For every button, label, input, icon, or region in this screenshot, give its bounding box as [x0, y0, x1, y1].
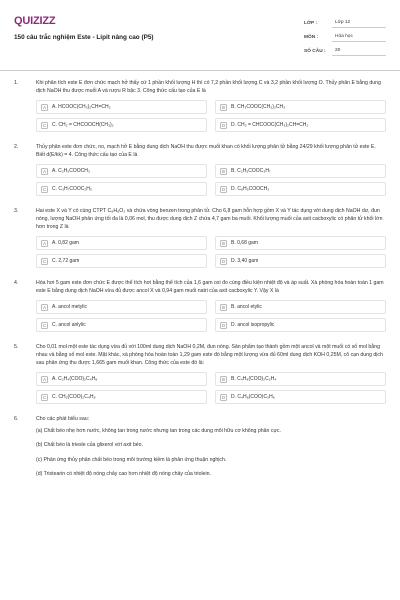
option-text: B. ancol etylic — [231, 304, 262, 311]
statement-item: (d) Tristearin có nhiệt độ nóng chảy cao hơn nhiệt độ nóng chảy của triolein. — [36, 470, 211, 477]
answer-option-a[interactable] — [36, 164, 207, 178]
page-title: 150 câu trắc nghiệm Este - Lipit nâng cao (P5) — [14, 34, 154, 41]
answer-option-b[interactable] — [215, 300, 386, 314]
answer-option-a[interactable] — [36, 300, 207, 314]
meta-value: Hóa học — [332, 32, 386, 42]
option-text: A. ancol metylic — [52, 304, 88, 311]
question-number: 2. — [14, 144, 19, 151]
option-letter-box: A — [41, 240, 48, 247]
question-4 — [14, 280, 386, 332]
meta-row-class — [304, 16, 386, 30]
option-letter-box: B — [220, 168, 227, 175]
statement-list — [36, 428, 386, 479]
question-1 — [14, 80, 386, 132]
meta-label: MÔN : — [304, 34, 319, 40]
option-letter-box: D — [221, 322, 226, 328]
answer-options — [36, 100, 386, 132]
option-letter-box: D — [221, 122, 226, 128]
meta-row-subject — [304, 30, 386, 44]
answer-option-c[interactable] — [36, 182, 207, 196]
statement-item: (b) Chất béo là triesle của glixerol với axit béo. — [36, 442, 143, 449]
option-text: C. CH₂ = CHCOOCH(CH₃)₂ — [52, 122, 114, 129]
option-letter-box: C — [42, 322, 47, 328]
option-letter-box: D — [221, 394, 226, 400]
answer-option-d[interactable] — [215, 254, 386, 268]
question-number: 6. — [14, 416, 19, 423]
header — [14, 14, 386, 70]
option-letter-box: A — [41, 376, 48, 383]
answer-option-c[interactable] — [36, 254, 207, 268]
option-text: A. 0,82 gam — [52, 240, 79, 247]
answer-option-b[interactable] — [215, 372, 386, 386]
option-letter-box: C — [42, 122, 47, 128]
question-number: 3. — [14, 208, 19, 215]
option-letter-box: D — [221, 258, 226, 264]
answer-options — [36, 164, 386, 196]
option-letter-box: C — [42, 394, 47, 400]
answer-option-d[interactable] — [215, 318, 386, 332]
option-letter-box: A — [41, 104, 48, 111]
option-letter-box: A — [41, 168, 48, 175]
meta-label: SỐ CÂU : — [304, 48, 326, 54]
header-divider — [0, 70, 400, 71]
answer-option-c[interactable] — [36, 318, 207, 332]
option-text: B. C₄H₈(COO)₂C₂H₄ — [231, 376, 277, 383]
option-text: B. 0,68 gam — [231, 240, 258, 247]
answer-option-b[interactable] — [215, 236, 386, 250]
option-text: C. 2,72 gam — [52, 258, 80, 265]
question-number: 4. — [14, 280, 19, 287]
option-text: D. C₄H₈(COO)C₃H₆ — [231, 394, 275, 401]
option-text: A. HCOOC(CH₃)₂CH=CH₂ — [52, 104, 111, 111]
answer-option-a[interactable] — [36, 236, 207, 250]
meta-panel — [304, 16, 386, 58]
option-letter-box: A — [41, 304, 48, 311]
option-text: C. C₃H₇COOC₂H₅ — [52, 186, 92, 193]
question-list — [14, 80, 386, 485]
option-text: D. C₆H₅COOCH₃ — [231, 186, 270, 193]
option-text: C. CH₂(COO)₂C₄H₈ — [52, 394, 96, 401]
answer-option-d[interactable] — [215, 182, 386, 196]
header-left — [14, 14, 154, 41]
meta-label: LỚP : — [304, 20, 318, 26]
option-text: D. ancol isopropylic — [231, 322, 275, 329]
question-6 — [14, 416, 386, 478]
question-text: Khi phân tích este E đơn chức mạch hở thấy cứ 1 phần khối lượng H thì có 7,2 phần khối lượng C và 3,2 phần khối lượng O. Thủy phân E bằng dung dịch NaOH thu được muối A và rượu R bậc 3. Công thức cấu tạo của E là — [36, 80, 381, 94]
statement-item: (a) Chất béo nhẹ hơn nước, không tan trong nước nhưng tan trong các dung môi hữu cơ không phân cực. — [36, 427, 281, 434]
answer-option-d[interactable] — [215, 390, 386, 404]
answer-option-c[interactable] — [36, 390, 207, 404]
meta-row-count — [304, 44, 386, 58]
option-letter-box: B — [220, 376, 227, 383]
option-text: D. 3,40 gam — [231, 258, 259, 265]
answer-option-a[interactable] — [36, 100, 207, 114]
question-text: Cho 0,01 mol một este tác dụng vừa đủ với 100ml dung dịch NaOH 0,2M, đun nóng. Sản phẩm tạo thành gồm một ancol và một muối có số mol bằng nhau và bằng số mol este. Mặt khác, xà phòng hóa hoàn toàn 1,29 gam este đó bằng một lượng vừa đủ 60ml dung dịch KOH 0,25M, cô cạn dung dịch sau phản ứng thu được 1,665 gam muối khan. Công thức của este đó là: — [36, 344, 383, 366]
question-5 — [14, 344, 386, 404]
option-text: B. C₂H₅COOC₃H₇ — [231, 168, 271, 175]
question-text: Hóa hơi 5 gam este đơn chức E được thể tích hơi bằng thể tích của 1,6 gam oxi đo cùng điều kiện nhiệt độ và áp suất. Xà phòng hóa hoàn toàn 1 gam este E bằng dung dịch NaOH vừa đủ được ancol X và 0,94 gam muối natri của axit cacboxylic Y. Vậy X là — [36, 280, 384, 294]
meta-value: Lớp 12 — [332, 18, 386, 28]
option-letter-box: B — [220, 104, 227, 111]
option-letter-box: B — [220, 240, 227, 247]
question-number: 5. — [14, 344, 19, 351]
option-text: A. C₂H₄(COO)₂C₄H₈ — [52, 376, 98, 383]
option-text: A. C₂H₅COOCH₃ — [52, 168, 90, 175]
answer-option-c[interactable] — [36, 118, 207, 132]
answer-options — [36, 236, 386, 268]
answer-option-b[interactable] — [215, 164, 386, 178]
question-3 — [14, 208, 386, 268]
meta-value: 20 — [332, 46, 386, 56]
question-number: 1. — [14, 80, 19, 86]
option-letter-box: B — [220, 304, 227, 311]
question-text: Thủy phân este đơn chức, no, mạch hở E bằng dung dịch NaOH thu được muối khan có khối lượng phân tử bằng 24/29 khối lượng phân tử este E. Biết d(E/kk) = 4. Công thức cấu tạo của E là — [36, 144, 376, 158]
option-text: B. CH₃COOC(CH₃)₂CH₃ — [231, 104, 286, 111]
question-text: Cho các phát biểu sau: — [36, 416, 90, 423]
option-letter-box: C — [42, 258, 47, 264]
option-letter-box: C — [42, 186, 47, 192]
answer-option-b[interactable] — [215, 100, 386, 114]
option-text: C. ancol anlylic — [52, 322, 86, 329]
question-text: Hai este X và Y có cùng CTPT C₈H₈O₂ và chứa vòng benzen trong phân tử. Cho 6,8 gam hỗn hợp gồm X và Y tác dụng với dung dịch NaOH dư, đun nóng, lượng NaOH phản ứng tối đa là 0,06 mol, thu được dung dịch Z chứa 4,7 gam ba muối. Khối lượng muối của axit cacboxylic có phân tử khối lớn hơn trong Z là — [36, 208, 383, 230]
option-letter-box: D — [221, 186, 226, 192]
answer-option-d[interactable] — [215, 118, 386, 132]
answer-option-a[interactable] — [36, 372, 207, 386]
option-text: D. CH₂ = CHCOOC(CH₃)₂CH=CH₂ — [231, 122, 309, 129]
answer-options — [36, 372, 386, 404]
brand-logo: QUIZIZZ — [14, 15, 56, 27]
statement-item: (c) Phản ứng thủy phân chất béo trong môi trường kiềm là phản ứng thuận nghịch. — [36, 456, 227, 463]
question-2 — [14, 144, 386, 196]
answer-options — [36, 300, 386, 332]
